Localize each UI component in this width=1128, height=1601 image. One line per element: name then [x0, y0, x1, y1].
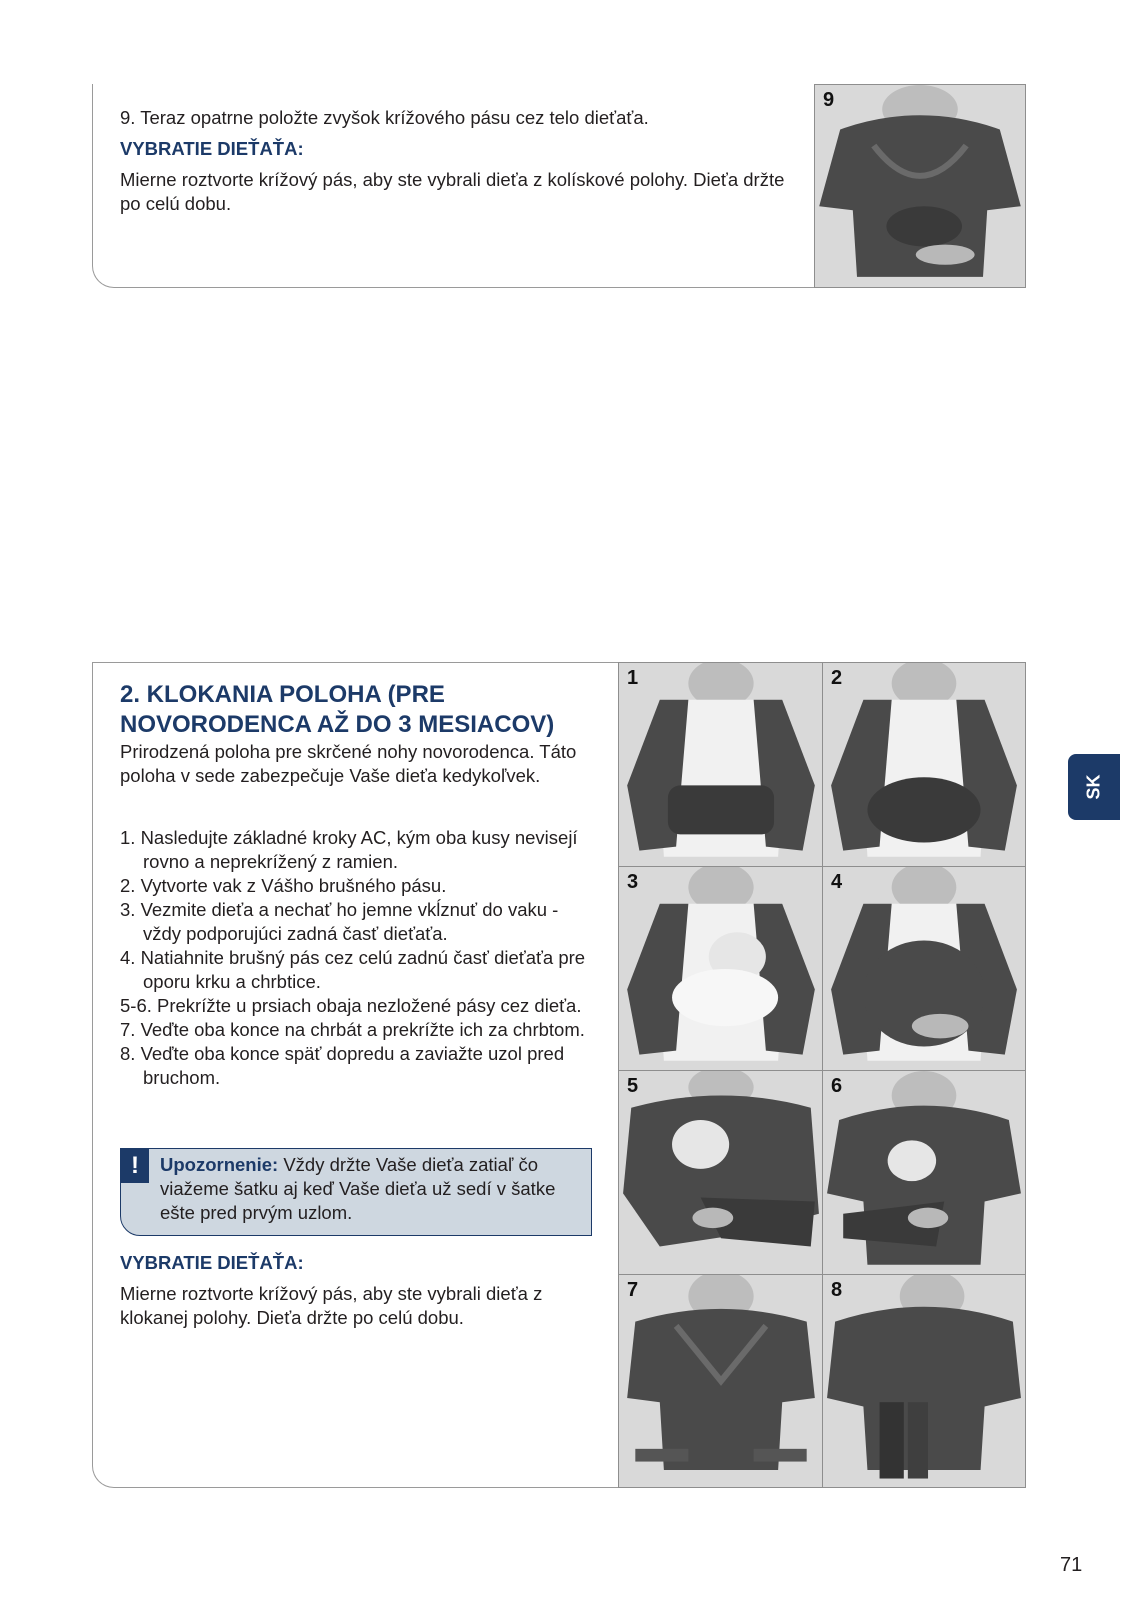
photo-step-4 [822, 866, 1026, 1072]
list-item: 1. Nasledujte základné kroky AC, kým oba kusy nevisejí rovno a neprekrížený z ramien. [120, 827, 578, 872]
photo-number-7: 7 [627, 1279, 639, 1301]
photo-step-6 [822, 1070, 1026, 1276]
warning-text: Upozornenie: Vždy držte Vaše dieťa zatiaľ čo viažeme šatku aj keď Vaše dieťa už sedí v šatke ešte pred prvým uzlom. [160, 1154, 556, 1223]
photo-number-6: 6 [831, 1075, 843, 1097]
warning-label: Upozornenie: [160, 1154, 279, 1175]
photo-step-8 [822, 1274, 1026, 1488]
photo-number-3: 3 [627, 871, 639, 893]
photo-step-3 [618, 866, 824, 1072]
photo-number-5: 5 [627, 1075, 639, 1097]
warning-icon: ! [121, 1149, 149, 1183]
photo-number-8: 8 [831, 1279, 843, 1301]
list-item: 5-6. Prekrížte u prsiach obaja nezložené pásy cez dieťa. [120, 995, 582, 1016]
steps-list [120, 826, 600, 1090]
language-tab-label: SK [1083, 774, 1104, 800]
list-item: 8. Veďte oba konce späť dopredu a zaviažte uzol pred bruchom. [120, 1043, 565, 1088]
list-item: 4. Natiahnite brušný pás cez celú zadnú časť dieťaťa pre oporu krku a chrbtice. [120, 947, 586, 992]
step-9-text: 9. Teraz opatrne položte zvyšok krížového pásu cez telo dieťaťa. [120, 107, 649, 128]
section-title: 2. KLOKANIA POLOHA (PRE NOVORODENCA AŽ DO 3 MESIACOV) [120, 681, 555, 738]
photo-step-5 [618, 1070, 824, 1276]
intro-text: Prirodzená poloha pre skrčené nohy novorodenca. Táto poloha v sede zabezpečuje Vaše dieťa kedykoľvek. [120, 741, 577, 786]
photo-step-1 [618, 662, 824, 868]
language-tab [1068, 754, 1120, 820]
photo-number-2: 2 [831, 667, 843, 689]
page-number: 71 [1060, 1554, 1083, 1576]
list-item: 2. Vytvorte vak z Vášho brušného pásu. [120, 875, 447, 896]
removal-text-top: Mierne roztvorte krížový pás, aby ste vybrali dieťa z kolískové polohy. Dieťa držte po celú dobu. [120, 169, 785, 214]
list-item: 7. Veďte oba konce na chrbát a prekrížte ich za chrbtom. [120, 1019, 585, 1040]
photo-step-7 [618, 1274, 824, 1488]
photo-number-1: 1 [627, 667, 639, 689]
warning-box [120, 1148, 592, 1236]
photo-number-4: 4 [831, 871, 843, 893]
photo-step-9 [814, 84, 1026, 288]
removal-subhead-bottom: VYBRATIE DIEŤAŤA: [120, 1252, 304, 1273]
removal-text-bottom: Mierne roztvorte krížový pás, aby ste vybrali dieťa z klokanej polohy. Dieťa držte po celú dobu. [120, 1283, 543, 1328]
list-item: 3. Vezmite dieťa a nechať ho jemne vkĺznuť do vaku - vždy podporujúci zadná časť dieťaťa. [120, 899, 559, 944]
removal-subhead-top: VYBRATIE DIEŤAŤA: [120, 138, 304, 159]
photo-number-9: 9 [823, 89, 835, 111]
photo-step-2 [822, 662, 1026, 868]
